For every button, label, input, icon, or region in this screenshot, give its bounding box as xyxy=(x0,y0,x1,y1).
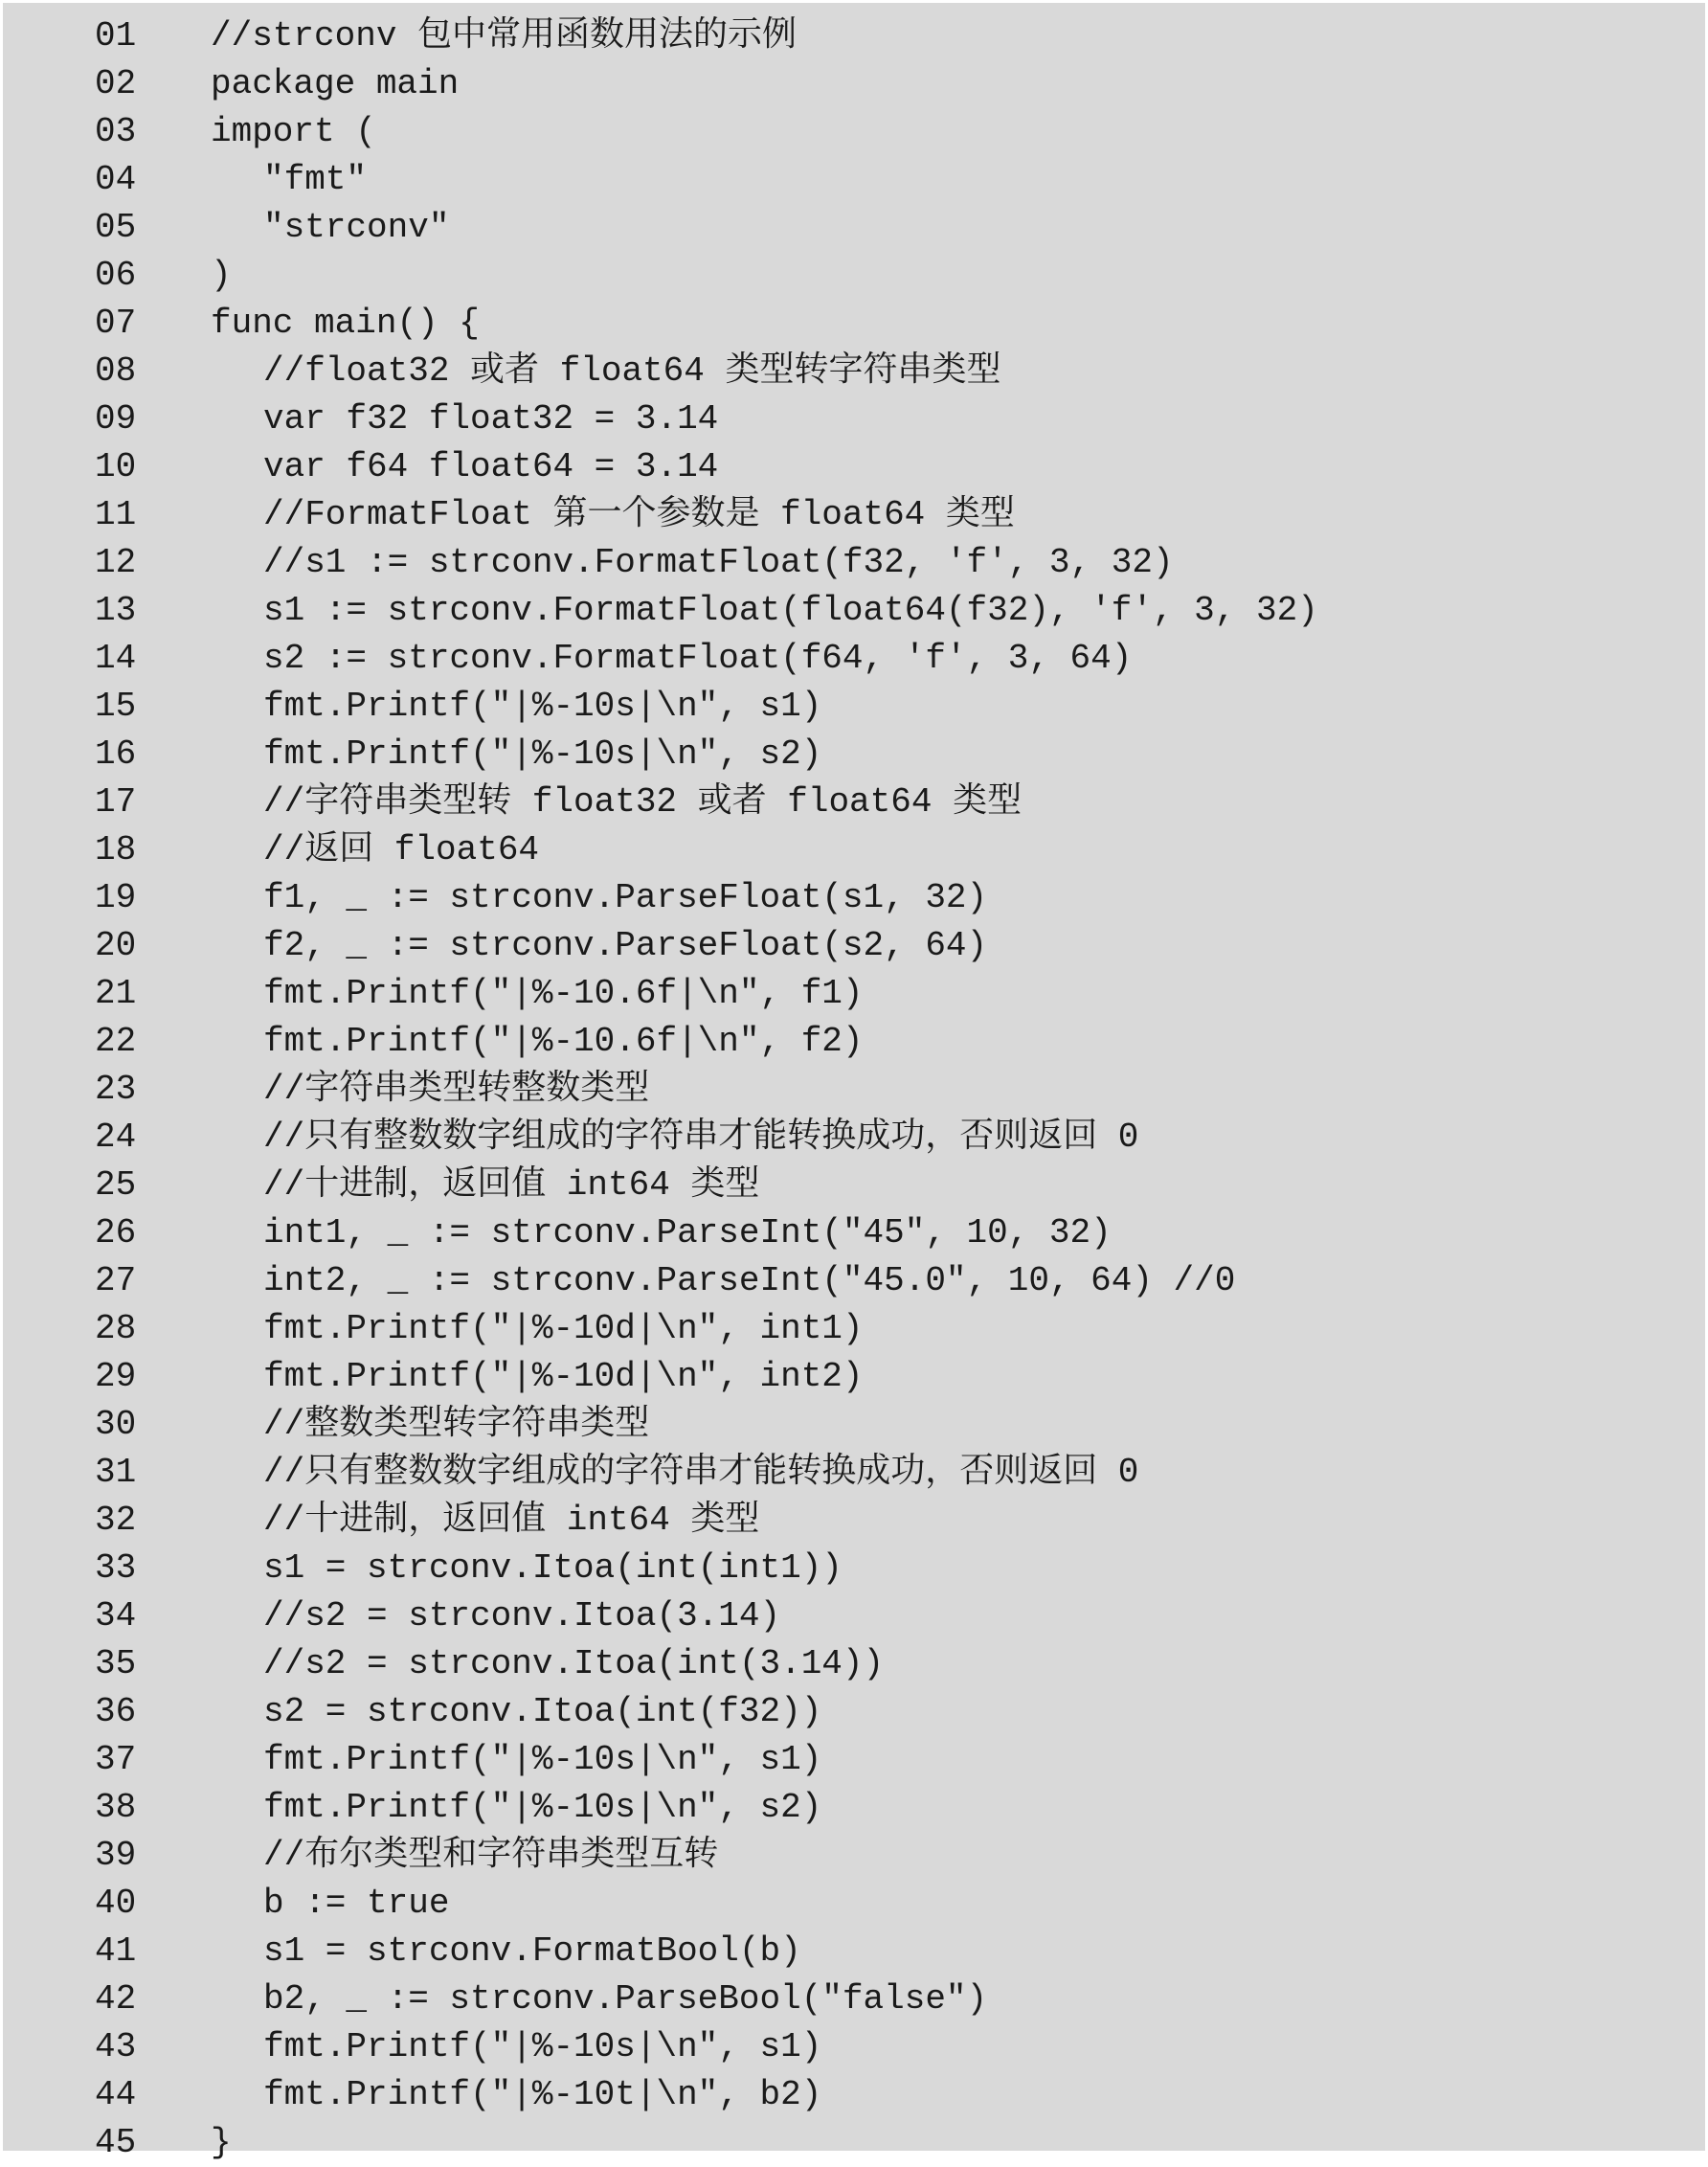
code-line xyxy=(3,635,1705,683)
line-number: 27 xyxy=(95,1261,137,1300)
code-text: //s1 := strconv.FormatFloat(f32, 'f', 3, 32) xyxy=(263,543,1174,582)
code-line xyxy=(3,731,1705,779)
code-text: s2 = strconv.Itoa(int(f32)) xyxy=(263,1692,822,1731)
code-text: import ( xyxy=(211,112,376,151)
line-number: 35 xyxy=(95,1644,137,1683)
code-line xyxy=(3,587,1705,635)
line-number: 12 xyxy=(95,543,137,582)
line-number: 21 xyxy=(95,974,137,1013)
code-text: fmt.Printf("|%-10s|\n", s2) xyxy=(263,734,822,774)
code-text: fmt.Printf("|%-10s|\n", s2) xyxy=(263,1788,822,1827)
line-number: 44 xyxy=(95,2075,137,2114)
code-line xyxy=(3,1353,1705,1401)
line-number: 18 xyxy=(95,830,137,869)
line-number: 03 xyxy=(95,112,137,151)
line-number: 02 xyxy=(95,64,137,103)
code-line xyxy=(3,1688,1705,1736)
line-number: 11 xyxy=(95,495,137,534)
line-number: 40 xyxy=(95,1884,137,1923)
line-number: 26 xyxy=(95,1213,137,1253)
code-text: //只有整数数字组成的字符串才能转换成功，否则返回 0 xyxy=(263,1117,1139,1157)
code-line xyxy=(3,1880,1705,1928)
code-text: func main() { xyxy=(211,304,480,343)
code-text: } xyxy=(211,2123,232,2162)
code-text: int2, _ := strconv.ParseInt("45.0", 10, 64) //0 xyxy=(263,1261,1236,1300)
code-line xyxy=(3,1305,1705,1353)
line-number: 31 xyxy=(95,1453,137,1492)
code-line xyxy=(3,1832,1705,1880)
code-text: fmt.Printf("|%-10s|\n", s1) xyxy=(263,2027,822,2066)
code-line xyxy=(3,156,1705,204)
code-line xyxy=(3,1640,1705,1688)
code-text: //字符串类型转 float32 或者 float64 类型 xyxy=(263,782,1023,822)
code-text: //strconv 包中常用函数用法的示例 xyxy=(211,16,798,56)
code-line xyxy=(3,443,1705,491)
code-line xyxy=(3,108,1705,156)
line-number: 22 xyxy=(95,1022,137,1061)
code-line xyxy=(3,779,1705,826)
code-line xyxy=(3,300,1705,348)
code-text: //s2 = strconv.Itoa(int(3.14)) xyxy=(263,1644,885,1683)
code-block xyxy=(3,3,1705,2162)
code-text: //字符串类型转整数类型 xyxy=(263,1070,650,1109)
line-number: 39 xyxy=(95,1836,137,1875)
line-number: 36 xyxy=(95,1692,137,1731)
code-line xyxy=(3,2119,1705,2167)
code-line xyxy=(3,12,1705,60)
code-text: //只有整数数字组成的字符串才能转换成功，否则返回 0 xyxy=(263,1453,1139,1492)
code-text: //FormatFloat 第一个参数是 float64 类型 xyxy=(263,495,1015,534)
line-number: 38 xyxy=(95,1788,137,1827)
code-line xyxy=(3,1497,1705,1545)
code-line xyxy=(3,683,1705,731)
code-text: "strconv" xyxy=(263,208,450,247)
line-number: 34 xyxy=(95,1596,137,1636)
code-line xyxy=(3,826,1705,874)
line-number: 28 xyxy=(95,1309,137,1348)
line-number: 32 xyxy=(95,1501,137,1540)
code-text: s1 = strconv.FormatBool(b) xyxy=(263,1931,801,1971)
line-number: 09 xyxy=(95,399,137,439)
code-line xyxy=(3,348,1705,395)
code-line xyxy=(3,1401,1705,1449)
code-line xyxy=(3,1209,1705,1257)
code-line xyxy=(3,1928,1705,1975)
line-number: 19 xyxy=(95,878,137,917)
line-number: 01 xyxy=(95,16,137,56)
code-text: s1 = strconv.Itoa(int(int1)) xyxy=(263,1548,843,1588)
code-text: //float32 或者 float64 类型转字符串类型 xyxy=(263,351,1001,391)
line-number: 20 xyxy=(95,926,137,965)
code-line xyxy=(3,2023,1705,2071)
code-text: b := true xyxy=(263,1884,450,1923)
code-line xyxy=(3,1162,1705,1209)
line-number: 14 xyxy=(95,639,137,678)
code-line xyxy=(3,252,1705,300)
code-text: s1 := strconv.FormatFloat(float64(f32), 'f', 3, 32) xyxy=(263,591,1318,630)
code-text: "fmt" xyxy=(263,160,368,199)
code-line xyxy=(3,1736,1705,1784)
line-number: 08 xyxy=(95,351,137,391)
code-text: f2, _ := strconv.ParseFloat(s2, 64) xyxy=(263,926,988,965)
code-text: //布尔类型和字符串类型互转 xyxy=(263,1836,719,1875)
code-line xyxy=(3,1449,1705,1497)
code-text: //s2 = strconv.Itoa(3.14) xyxy=(263,1596,781,1636)
code-line xyxy=(3,970,1705,1018)
line-number: 06 xyxy=(95,256,137,295)
line-number: 29 xyxy=(95,1357,137,1396)
line-number: 17 xyxy=(95,782,137,822)
code-line xyxy=(3,1114,1705,1162)
code-text: package main xyxy=(211,64,460,103)
code-line xyxy=(3,1018,1705,1066)
line-number: 30 xyxy=(95,1405,137,1444)
code-text: fmt.Printf("|%-10.6f|\n", f2) xyxy=(263,1022,864,1061)
code-line xyxy=(3,395,1705,443)
code-text: //返回 float64 xyxy=(263,830,540,869)
line-number: 24 xyxy=(95,1117,137,1157)
line-number: 07 xyxy=(95,304,137,343)
code-text: fmt.Printf("|%-10d|\n", int2) xyxy=(263,1357,864,1396)
code-text: ) xyxy=(211,256,232,295)
line-number: 04 xyxy=(95,160,137,199)
line-number: 23 xyxy=(95,1070,137,1109)
code-line xyxy=(3,1975,1705,2023)
code-text: //十进制，返回值 int64 类型 xyxy=(263,1501,760,1540)
code-text: int1, _ := strconv.ParseInt("45", 10, 32) xyxy=(263,1213,1112,1253)
line-number: 15 xyxy=(95,687,137,726)
code-line xyxy=(3,1592,1705,1640)
line-number: 42 xyxy=(95,1979,137,2019)
code-line xyxy=(3,1257,1705,1305)
line-number: 16 xyxy=(95,734,137,774)
code-line xyxy=(3,1784,1705,1832)
code-text: var f32 float32 = 3.14 xyxy=(263,399,719,439)
line-number: 25 xyxy=(95,1165,137,1205)
code-text: fmt.Printf("|%-10t|\n", b2) xyxy=(263,2075,822,2114)
code-text: //十进制，返回值 int64 类型 xyxy=(263,1165,760,1205)
code-line xyxy=(3,1545,1705,1592)
code-line xyxy=(3,874,1705,922)
line-number: 33 xyxy=(95,1548,137,1588)
line-number: 45 xyxy=(95,2123,137,2162)
code-line xyxy=(3,2071,1705,2119)
code-text: var f64 float64 = 3.14 xyxy=(263,447,719,486)
line-number: 10 xyxy=(95,447,137,486)
code-text: //整数类型转字符串类型 xyxy=(263,1405,650,1444)
code-text: fmt.Printf("|%-10.6f|\n", f1) xyxy=(263,974,864,1013)
code-text: fmt.Printf("|%-10s|\n", s1) xyxy=(263,1740,822,1779)
code-line xyxy=(3,539,1705,587)
code-line xyxy=(3,922,1705,970)
code-line xyxy=(3,1066,1705,1114)
line-number: 13 xyxy=(95,591,137,630)
code-text: f1, _ := strconv.ParseFloat(s1, 32) xyxy=(263,878,988,917)
line-number: 41 xyxy=(95,1931,137,1971)
code-text: fmt.Printf("|%-10d|\n", int1) xyxy=(263,1309,864,1348)
code-line xyxy=(3,491,1705,539)
code-text: b2, _ := strconv.ParseBool("false") xyxy=(263,1979,988,2019)
code-text: fmt.Printf("|%-10s|\n", s1) xyxy=(263,687,822,726)
code-line xyxy=(3,204,1705,252)
line-number: 43 xyxy=(95,2027,137,2066)
code-text: s2 := strconv.FormatFloat(f64, 'f', 3, 64) xyxy=(263,639,1133,678)
line-number: 05 xyxy=(95,208,137,247)
code-line xyxy=(3,60,1705,108)
line-number: 37 xyxy=(95,1740,137,1779)
